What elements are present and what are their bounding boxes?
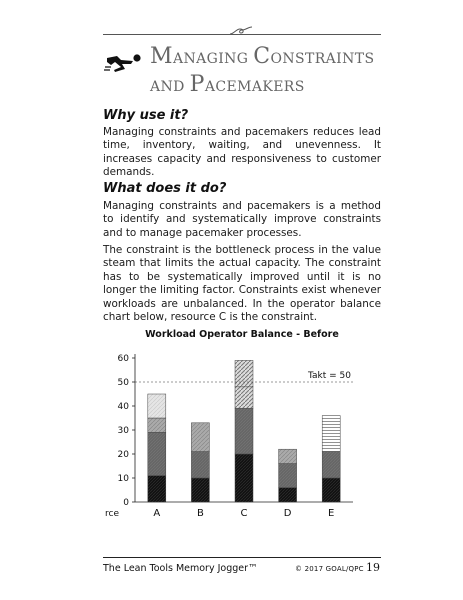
y-tick-label: 0 xyxy=(123,498,129,508)
bar-segment-a xyxy=(148,418,166,432)
bar-segment-d xyxy=(279,464,297,488)
y-tick-label: 50 xyxy=(117,378,129,388)
footer-copyright: © 2017 GOAL/QPC xyxy=(295,565,364,573)
bar-segment-d xyxy=(279,449,297,463)
chart-title: Workload Operator Balance - Before xyxy=(145,329,339,340)
bar-segment-b xyxy=(191,423,209,452)
page-title: MANAGING CONSTRAINTS AND PACEMAKERS xyxy=(150,44,375,97)
bar-segment-e xyxy=(322,416,340,452)
bar-segment-c xyxy=(235,387,253,409)
y-tick-label: 10 xyxy=(117,474,129,484)
bar-segment-a xyxy=(148,476,166,502)
x-tick-label: C xyxy=(240,508,248,519)
takt-label: Takt = 50 xyxy=(308,371,351,381)
why-text: Managing constraints and pacemakers reduces lead time, inventory, waiting, and unevenness. It increases capacity and responsiveness to customer demands. xyxy=(103,126,381,179)
bar-segment-c xyxy=(235,360,253,386)
x-axis-label: rce xyxy=(105,509,119,519)
y-tick-label: 20 xyxy=(117,450,129,460)
x-tick-label: D xyxy=(283,508,292,519)
running-figure-icon xyxy=(103,52,145,74)
page-number: 19 xyxy=(366,561,380,574)
what-heading: What does it do? xyxy=(103,181,227,196)
bar-segment-c xyxy=(235,408,253,454)
bar-segment-c xyxy=(235,454,253,502)
bar-segment-a xyxy=(148,394,166,418)
x-tick-label: B xyxy=(196,508,204,519)
x-tick-label: A xyxy=(153,508,161,519)
bar-segment-b xyxy=(191,478,209,502)
ornament-swirl-icon xyxy=(228,25,254,37)
footer-book-title: The Lean Tools Memory Jogger™ xyxy=(103,563,258,574)
y-tick-label: 40 xyxy=(117,402,129,412)
why-heading: Why use it? xyxy=(103,108,189,123)
bar-segment-e xyxy=(322,452,340,478)
bar-segment-e xyxy=(322,478,340,502)
bar-segment-d xyxy=(279,488,297,502)
bar-segment-a xyxy=(148,432,166,475)
bar-segment-b xyxy=(191,452,209,478)
x-tick-label: E xyxy=(328,508,335,519)
footer-rule xyxy=(103,557,381,558)
y-tick-label: 30 xyxy=(117,426,129,436)
what-text-2: The constraint is the bottleneck process in the value steam that limits the actual capacity. The constraint has to be systematically improved until it is no longer the limiting factor. Constraints exist whenever workloads are unbalanced. In the operator balance chart below, resource C is the constraint. xyxy=(103,244,381,324)
what-text-1: Managing constraints and pacemakers is a method to identify and systematically improve constraints and to manage pacemaker processes. xyxy=(103,200,381,239)
operator-balance-chart xyxy=(105,342,363,524)
y-tick-label: 60 xyxy=(117,354,129,364)
